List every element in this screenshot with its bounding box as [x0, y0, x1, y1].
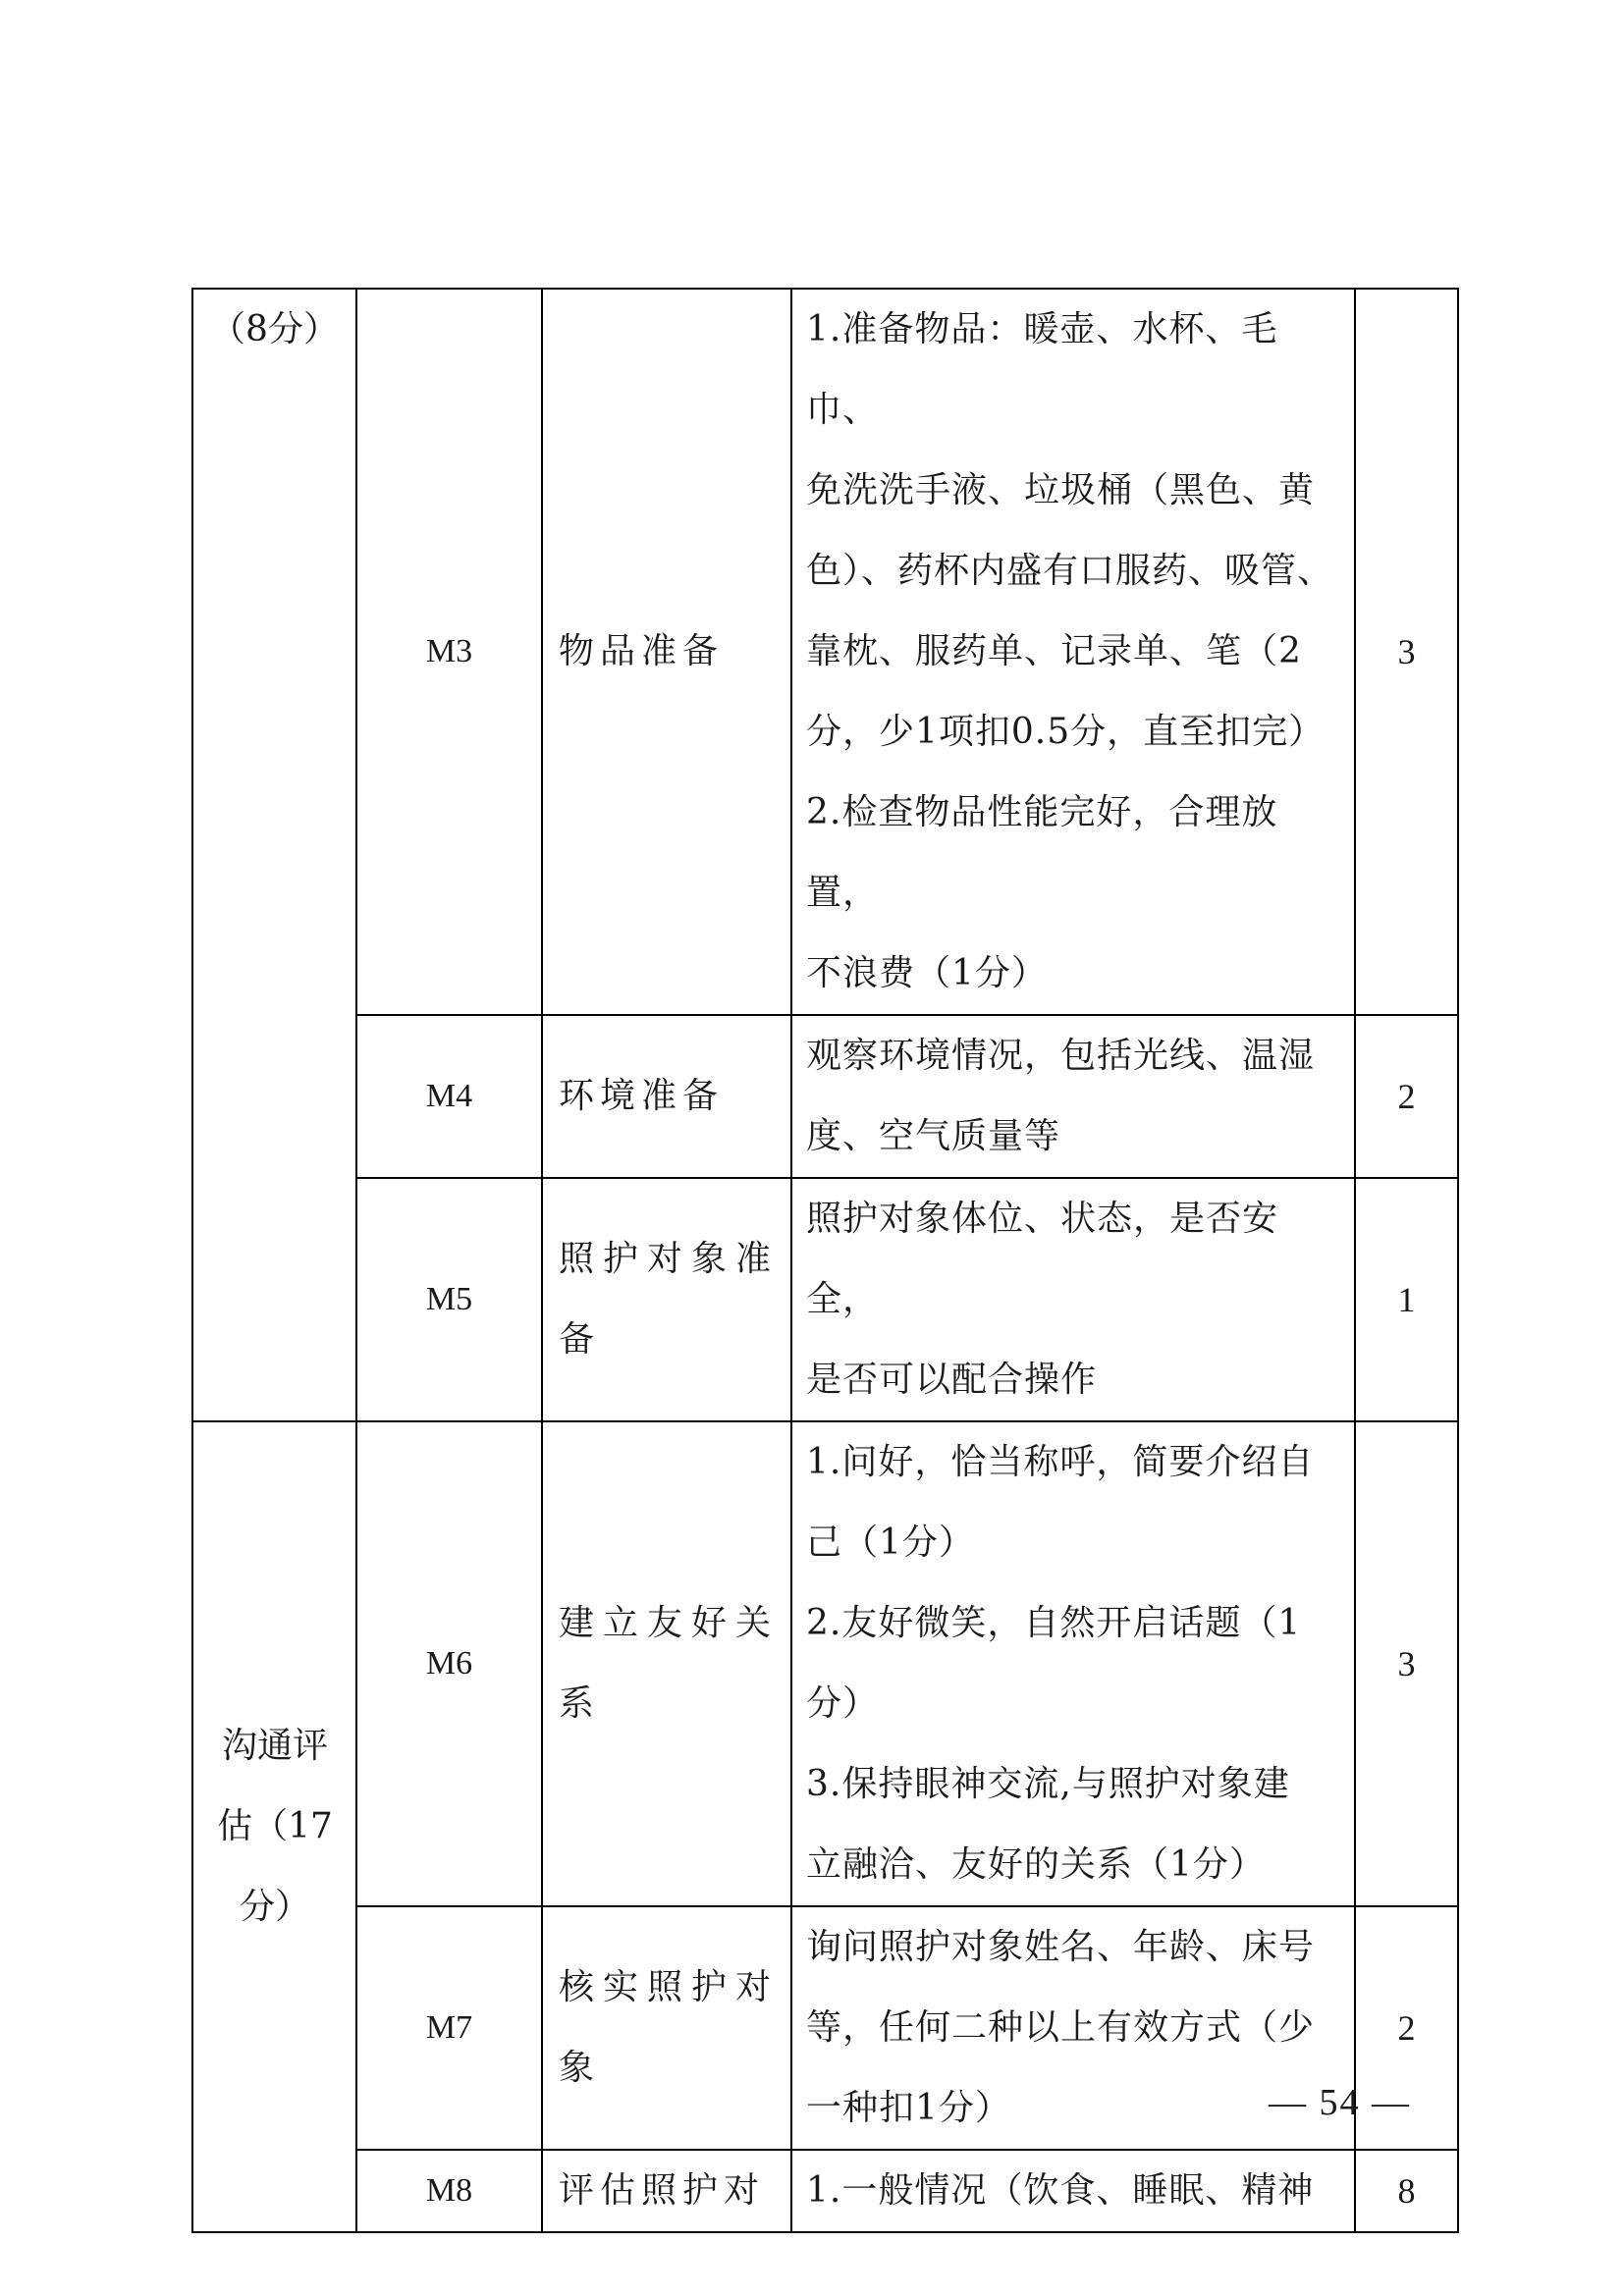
item-content [791, 289, 1355, 1015]
category-cell [192, 289, 356, 1421]
category-cell [192, 1421, 356, 2232]
content-line: 3.保持眼神交流,与照护对象建 [806, 1764, 1290, 1804]
table-row [192, 1421, 1458, 1906]
table-row [192, 2150, 1458, 2232]
content-line: 1.准备物品：暖壶、水杯、毛巾、 [806, 309, 1278, 430]
content-line: 立融洽、友好的关系（1分） [806, 1844, 1266, 1885]
item-code: M6 [356, 1421, 542, 1906]
item-name: 物品准备 [542, 289, 791, 1015]
item-code: M4 [356, 1015, 542, 1178]
scoring-table [191, 288, 1459, 2233]
category-label: （8分） [210, 309, 339, 349]
content-line: 色）、药杯内盛有口服药、吸管、 [806, 551, 1334, 591]
item-content [791, 1015, 1355, 1178]
item-name: 评估照护对 [542, 2150, 791, 2232]
page-number: — 54 — [1269, 2082, 1411, 2123]
item-name: 核实照护对象 [542, 1906, 791, 2150]
item-score: 2 [1355, 1015, 1458, 1178]
content-line: 2.检查物品性能完好，合理放置， [806, 792, 1278, 913]
item-code: M5 [356, 1178, 542, 1421]
item-name: 环境准备 [542, 1015, 791, 1178]
content-line: 是否可以配合操作 [806, 1360, 1098, 1400]
content-line: 免洗洗手液、垃圾桶（黑色、黄 [806, 470, 1316, 510]
item-code: M3 [356, 289, 542, 1015]
content-line: 一种扣1分） [806, 2088, 1011, 2128]
item-score: 3 [1355, 289, 1458, 1015]
content-line: 不浪费（1分） [806, 953, 1048, 993]
content-line: 照护对象体位、状态，是否安全， [806, 1199, 1279, 1319]
item-name: 照护对象准备 [542, 1178, 791, 1421]
table-row [192, 289, 1458, 1015]
item-score: 1 [1355, 1178, 1458, 1421]
table-row [192, 1015, 1458, 1178]
content-line: 分，少1项扣0.5分，直至扣完） [806, 712, 1326, 752]
content-line: 2.友好微笑，自然开启话题（1 [806, 1603, 1302, 1643]
content-line: 等，任何二种以上有效方式（少 [806, 2007, 1316, 2048]
item-code: M8 [356, 2150, 542, 2232]
item-score: 8 [1355, 2150, 1458, 2232]
item-content [791, 1421, 1355, 1906]
item-score: 2 [1355, 1906, 1458, 2150]
item-code: M7 [356, 1906, 542, 2150]
content-line: 靠枕、服药单、记录单、笔（2 [806, 631, 1302, 671]
table-row [192, 1178, 1458, 1421]
content-line: 1.一般情况（饮食、睡眠、精神 [806, 2170, 1315, 2211]
content-line: 度、空气质量等 [806, 1116, 1061, 1156]
content-line: 分） [806, 1683, 880, 1724]
item-content [791, 1178, 1355, 1421]
content-line: 1.问好，恰当称呼，简要介绍自 [806, 1442, 1315, 1482]
content-line: 观察环境情况，包括光线、温湿 [806, 1036, 1316, 1076]
item-name: 建立友好关系 [542, 1421, 791, 1906]
item-score: 3 [1355, 1421, 1458, 1906]
content-line: 己（1分） [806, 1522, 975, 1563]
content-line: 询问照护对象姓名、年龄、床号 [806, 1927, 1316, 1967]
category-label: 沟通评估（17分） [217, 1726, 333, 1927]
item-content [791, 2150, 1355, 2232]
